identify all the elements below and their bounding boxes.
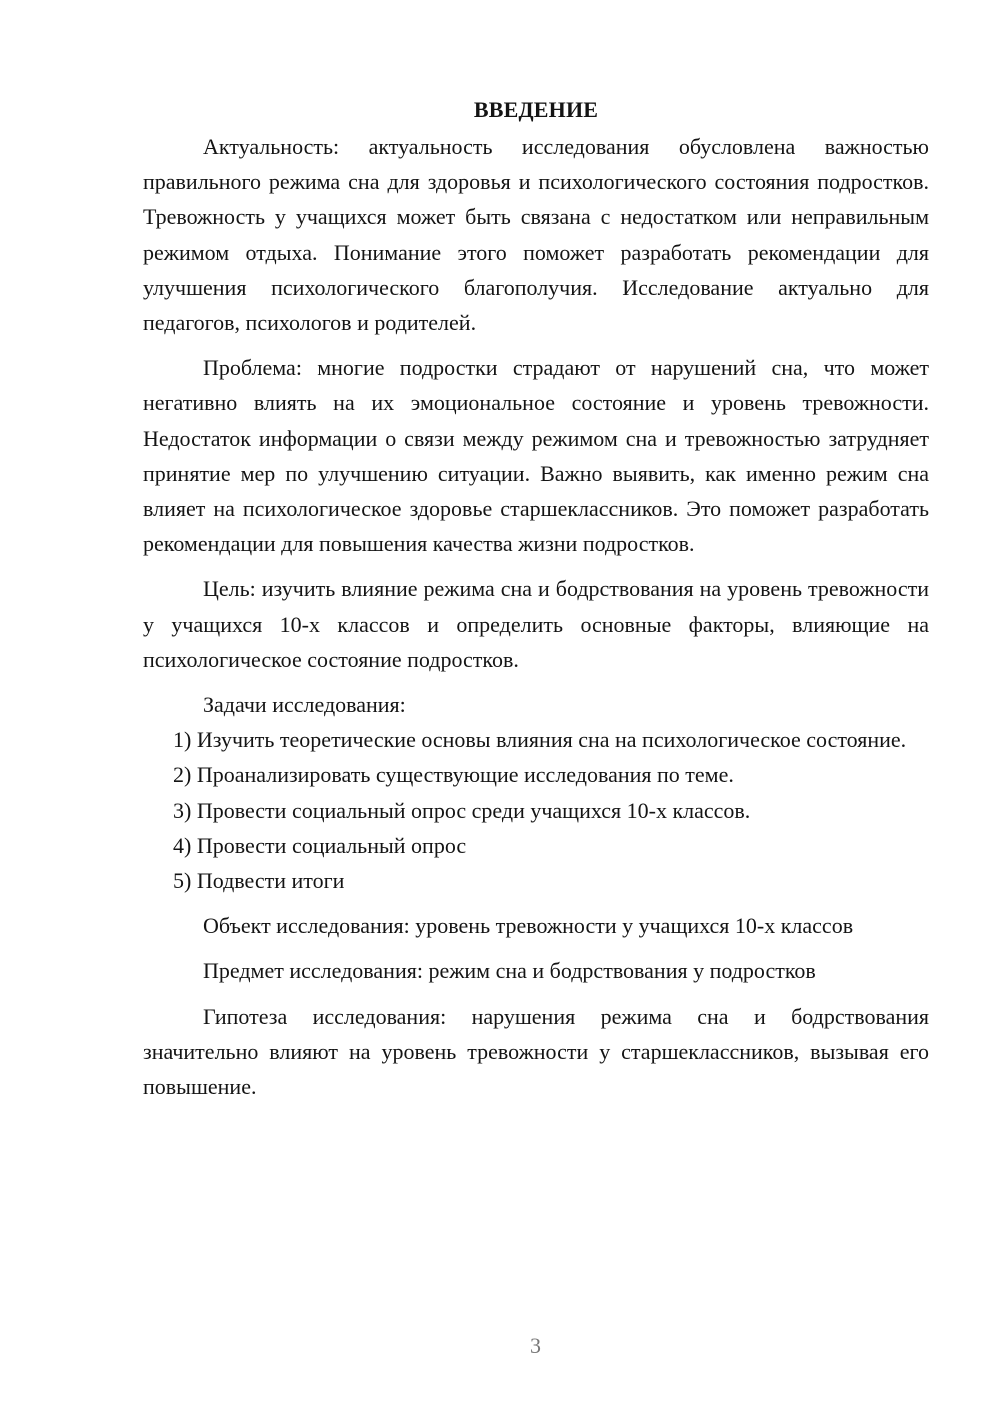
problem-paragraph: Проблема: многие подростки страдают от нарушений сна, что может негативно влиять на их эмоциональное состояние и уровень тревожности. Недостаток информации о связи между режимом сна и тревожностью затрудняет принятие мер по улучшению ситуации. Важно выявить, как именно режим сна влияет на психологическое здоровье старшеклассников. Это поможет разработать рекомендации для повышения качества жизни подростков.: [143, 355, 929, 557]
task-item-4: 4) Провести социальный опрос: [173, 832, 467, 858]
task-item-1: 1) Изучить теоретические основы влияния сна на психологическое состояние.: [173, 727, 907, 753]
task-item-2: 2) Проанализировать существующие исследования по теме.: [173, 762, 734, 788]
document-page: [143, 92, 929, 1104]
tasks-heading: Задачи исследования:: [203, 692, 406, 718]
object-paragraph: Объект исследования: уровень тревожности у учащихся 10-х классов: [203, 913, 854, 939]
subject-paragraph: Предмет исследования: режим сна и бодрствования у подростков: [203, 958, 816, 984]
task-item-5: 5) Подвести итоги: [173, 868, 345, 894]
task-item-3: 3) Провести социальный опрос среди учащихся 10-х классов.: [173, 797, 751, 823]
hypothesis-paragraph: Гипотеза исследования: нарушения режима сна и бодрствования значительно влияют на уровень тревожности у старшеклассников, вызывая его повышение.: [143, 1003, 929, 1100]
page-number: 3: [530, 1333, 541, 1358]
section-title: ВВЕДЕНИЕ: [473, 97, 599, 122]
goal-paragraph: Цель: изучить влияние режима сна и бодрствования на уровень тревожности у учащихся 10-х классов и определить основные факторы, влияющие на психологическое состояние подростков.: [143, 576, 929, 672]
relevance-paragraph: Актуальность: актуальность исследования обусловлена важностью правильного режима сна для здоровья и психологического состояния подростков. Тревожность у учащихся может быть связана с недостатком или неправильным режимом отдыха. Понимание этого поможет разработать рекомендации для улучшения психологического благополучия. Исследование актуально для педагогов, психологов и родителей.: [143, 134, 929, 336]
